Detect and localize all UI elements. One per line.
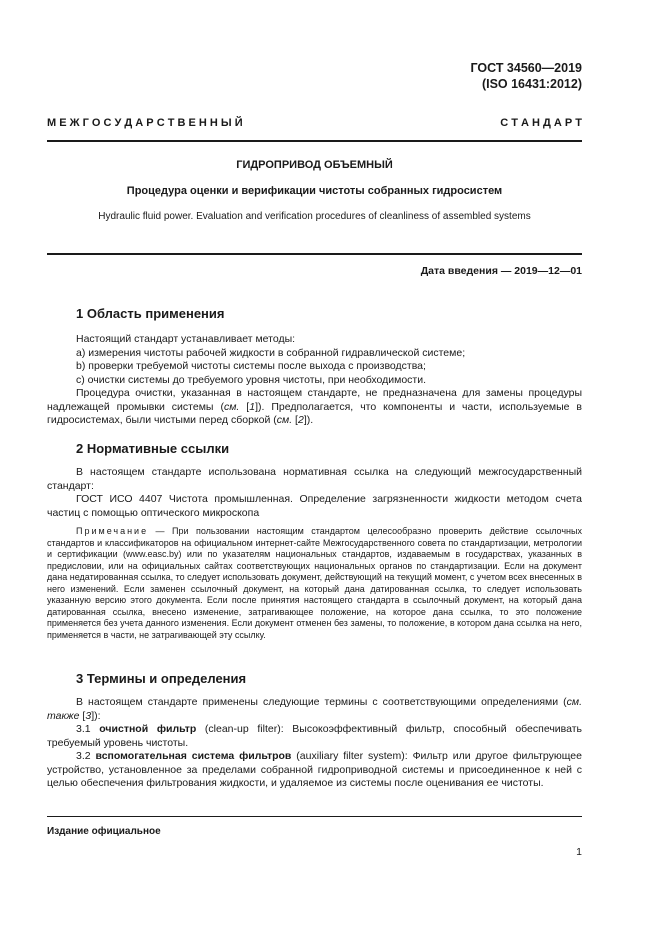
section-3-body <box>47 696 582 791</box>
document-designation <box>470 60 582 92</box>
title-divider <box>47 253 582 255</box>
cleaning-procedure-paragraph: Процедура очистки, указанная в настоящем стандарте, не предназначена для замены процедуры надлежащей промывки системы (см. [1]). Предполагается, что компоненты и части, используемые в гидросистемах, были чистыми перед сборкой (см. [2]). <box>47 387 583 426</box>
banner-left: М Е Ж Г О С У Д А Р С Т В Е Н Н Ы Й <box>47 117 243 129</box>
page-number: 1 <box>576 846 582 858</box>
footer-divider <box>47 816 582 817</box>
section-3-heading: 3 Термины и определения <box>76 671 247 686</box>
section-1-heading: 1 Область применения <box>76 306 225 321</box>
section-2-body <box>47 466 582 641</box>
list-item-c: c) очистки системы до требуемого уровня чистоты, при необходимости. <box>76 373 426 386</box>
normative-reference-gost-iso-4407: ГОСТ ИСО 4407 Чистота промышленная. Определение загрязненности жидкости методом счета частиц с помощью оптического микроскопа <box>47 493 582 519</box>
list-item-b: b) проверки требуемой чистоты системы после выхода с производства; <box>76 360 426 372</box>
official-edition-label: Издание официальное <box>47 826 161 837</box>
top-divider <box>47 140 582 142</box>
section-2-heading: 2 Нормативные ссылки <box>76 441 230 456</box>
section-1-body <box>47 333 582 428</box>
reference-note <box>47 526 582 641</box>
banner-right: С Т А Н Д А Р Т <box>500 117 582 129</box>
gost-number: ГОСТ 34560—2019 <box>470 61 582 75</box>
standard-title: ГИДРОПРИВОД ОБЪЕМНЫЙ <box>236 159 393 171</box>
list-item-a: a) измерения чистоты рабочей жидкости в собранной гидравлической системе; <box>76 346 466 359</box>
term-3-2: 3.2 вспомогательная система фильтров (auxiliary filter system): Фильтр или другое фильтрующее устройство, установленное за пределами собранной гидроприводной системы и присоединенное к ней с целью обеспечения фильтрования жидкости, и удаляемое из системы после оценивания ее чистоты. <box>47 750 582 789</box>
section-1-intro: Настоящий стандарт устанавливает методы: <box>76 333 296 345</box>
note-text: — При пользовании настоящим стандартом целесообразно проверить действие ссылочных стандартов и классификаторов на официальном интернет-сайте Межгосударственного совета по стандартизации, метрологии и сертификации (www.easc.by) или по указателям национальных стандартов, издаваемым в государствах, указанных в предисловии, или на официальных сайтах соответствующих национальных органов по стандартизации. Если на документ дана недатированная ссылка, то следует использовать документ, действующий на текущий момент, с учетом всех внесенных в него изменений. Если заменен ссылочный документ, на который дана датированная ссылка, то следует использовать указанную версию этого документа. Если после принятия настоящего стандарта в ссылочный документ, на который дана датированная ссылка, внесено изменение, затрагивающее положение, на которое дана ссылка, то это положение применяется без учета данного изменения. Если документ отменен без замены, то положение, в котором дана ссылка на него, применяется в части, не затрагивающей эту ссылку. <box>47 526 582 640</box>
standard-subtitle: Процедура оценки и верификации чистоты собранных гидросистем <box>126 185 503 197</box>
term-clean-up-filter: очистной фильтр <box>99 723 197 735</box>
english-title: Hydraulic fluid power. Evaluation and verification procedures of cleanliness of assembled systems <box>98 211 531 222</box>
introduction-date: Дата введения — 2019—12—01 <box>420 265 582 277</box>
note-label: Примечание <box>76 526 149 536</box>
iso-number: (ISO 16431:2012) <box>481 77 582 91</box>
interstate-standard-banner <box>47 117 582 129</box>
normative-reference-intro: В настоящем стандарте использована нормативная ссылка на следующий межгосударственный стандарт: <box>47 466 582 492</box>
terms-intro: В настоящем стандарте применены следующие термины с соответствующими определениями (см. также [3]): <box>47 696 582 722</box>
term-auxiliary-filter-system: вспомогательная система фильтров <box>95 750 292 762</box>
term-3-1: 3.1 очистной фильтр (clean-up filter): Высокоэффективный фильтр, способный обеспечивать требуемый уровень чистоты. <box>47 723 583 749</box>
